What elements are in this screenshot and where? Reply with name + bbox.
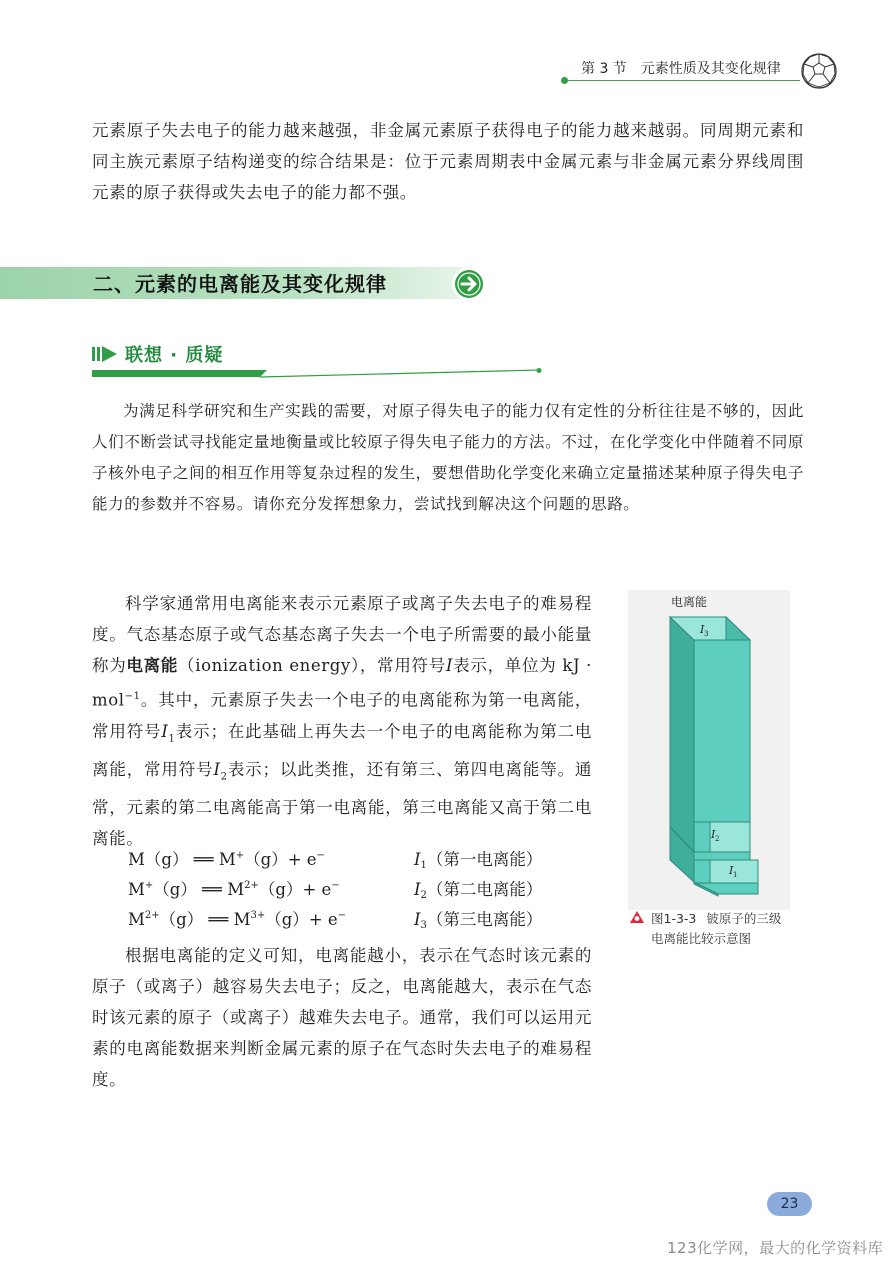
ionization-energy-figure <box>628 590 790 910</box>
definition-text-f: 表示；以此类推，还有第三、第四电离能等。通常，元素的第二电离能高于第一电离能，第三电离能又高于第二电离能。 <box>92 759 592 849</box>
symbol-I1: I <box>161 721 169 741</box>
play-marker-icon <box>92 345 118 363</box>
eq2-label-text: （第二电离能） <box>426 880 543 899</box>
definition-text-b: （ionization energy），常用符号 <box>178 656 446 675</box>
label-I2-sub: 2 <box>715 835 720 843</box>
definition-text-e: 表示；在此基础上再失去一个电子的电离能称为第二电离能，常用符号 <box>92 721 592 779</box>
eq1-label-text: （第一电离能） <box>426 850 543 869</box>
symbol-I1-sub: 1 <box>168 732 176 744</box>
question-paragraph-block <box>92 396 804 520</box>
intro-paragraph: 元素原子失去电子的能力越来越强，非金属元素原子获得电子的能力越来越弱。同周期元素和同主族元素原子结构递变的综合结果是：位于元素周期表中金属元素与非金属元素分界线周围元素的原子获得或失去电子的能力都不强。 <box>92 121 804 202</box>
arrow-right-icon <box>451 266 487 302</box>
eq3-lhs-charge: 2+ <box>144 910 160 921</box>
symbol-I: I <box>445 656 454 675</box>
eq3-rhs-charge: 3+ <box>250 910 266 921</box>
eq3-rhs: M <box>233 910 251 929</box>
running-header <box>581 58 781 78</box>
equation-2 <box>128 876 340 900</box>
eq1-rhs-charge: + <box>235 850 245 861</box>
eq3-symbol: I <box>414 910 421 929</box>
subsection-rule <box>92 368 542 378</box>
label-I1: I <box>729 864 734 877</box>
symbol-I2-sub: 2 <box>220 771 228 783</box>
label-I2: I <box>711 828 716 841</box>
conclusion-paragraph-block <box>92 940 592 1095</box>
page-number-badge: 23 <box>767 1192 812 1216</box>
figure-caption-text1: 铍原子的三级 <box>706 911 782 926</box>
figure-caption-line2: 电离能比较示意图 <box>651 931 752 946</box>
definition-paragraph-block <box>92 588 592 854</box>
equation-3-label <box>414 906 542 931</box>
eq2-rest: （g）+ e <box>258 880 332 899</box>
eq2-electron-charge: − <box>331 880 340 891</box>
eq3-electron-charge: − <box>337 910 347 921</box>
eq2-rhs-charge: 2+ <box>244 880 259 891</box>
eq2-lhs: M <box>128 880 145 899</box>
header-rule <box>565 80 800 81</box>
eq2-symbol-sub: 2 <box>420 890 427 901</box>
figure-caption-line1 <box>651 909 781 927</box>
equation-3 <box>128 906 346 930</box>
equation-1-label <box>414 846 542 871</box>
eq3-rest: （g）+ e <box>265 910 338 929</box>
symbol-I2: I <box>213 759 221 779</box>
definition-paragraph <box>92 588 592 854</box>
definition-text-a: 科学家通常用电离能来表示元素原子或离子失去电子的难易程度。气态基态原子或气态基态离子失去一个电子所需要的最小能量称为 <box>92 594 592 675</box>
equation-2-label <box>414 876 542 901</box>
eq3-lhs-tail: （g） <box>159 910 204 929</box>
figure-axis-label: 电离能 <box>671 595 708 609</box>
eq2-lhs-tail: （g） <box>153 880 197 899</box>
bar-I3 <box>670 617 750 852</box>
definition-text-c: 表示，单位为 kJ · mol <box>92 656 592 710</box>
eq1-rhs: M <box>218 850 236 869</box>
fullerene-icon <box>800 52 838 90</box>
eq1-electron-charge: − <box>316 850 325 861</box>
subsection-heading: 联想 · 质疑 <box>125 345 224 366</box>
eq3-label-text: （第三电离能） <box>426 910 543 929</box>
eq1-rest: （g）+ e <box>244 850 317 869</box>
eq1-sign: ══ <box>193 850 214 869</box>
definition-text-d: 。其中，元素原子失去一个电子的电离能称为第一电离能，常用符号 <box>92 690 592 741</box>
eq2-symbol: I <box>414 880 421 899</box>
conclusion-paragraph: 根据电离能的定义可知，电离能越小，表示在气态时该元素的原子（或离子）越容易失去电子；反之，电离能越大，表示在气态时该元素的原子（或离子）越难失去电子。通常，我们可以运用元素的电离能数据来判断金属元素的原子在气态时失去电子的难易程度。 <box>92 946 592 1089</box>
eq2-lhs-charge: + <box>144 880 154 891</box>
question-paragraph: 为满足科学研究和生产实践的需要，对原子得失电子的能力仅有定性的分析往往是不够的，因此人们不断尝试寻找能定量地衡量或比较原子得失电子能力的方法。不过，在化学变化中伴随着不同原子核外电子之间的相互作用等复杂过程的发生，要想借助化学变化来确立定量描述某种原子得失电子能力的参数并不容易。请你充分发挥想象力，尝试找到解决这个问题的思路。 <box>92 402 804 513</box>
header-rule-dot <box>561 77 568 84</box>
label-I3: I <box>700 623 705 636</box>
eq3-sign: ══ <box>208 910 229 929</box>
equation-1 <box>128 846 325 870</box>
eq1-lhs: M（g） <box>128 850 189 869</box>
eq2-rhs: M <box>227 880 245 899</box>
watermark: 123化学网，最大的化学资料库 <box>667 1239 884 1257</box>
intro-paragraph-block <box>92 115 804 208</box>
eq3-lhs: M <box>128 910 145 929</box>
unit-exponent: −1 <box>124 691 141 702</box>
eq1-symbol-sub: 1 <box>420 860 427 871</box>
figure-number: 图1-3-3 <box>651 911 697 926</box>
eq3-symbol-sub: 3 <box>420 920 427 931</box>
header-section-title: 元素性质及其变化规律 <box>640 61 781 77</box>
eq1-symbol: I <box>414 850 421 869</box>
caption-triangle-icon <box>630 911 644 923</box>
eq2-sign: ══ <box>202 880 222 899</box>
label-I3-sub: 3 <box>704 630 709 638</box>
header-section-number: 第 3 节 <box>581 61 627 77</box>
section-heading: 二、元素的电离能及其变化规律 <box>93 272 387 296</box>
label-I1-sub: 1 <box>733 871 738 879</box>
term-ionization-energy: 电离能 <box>126 656 179 675</box>
